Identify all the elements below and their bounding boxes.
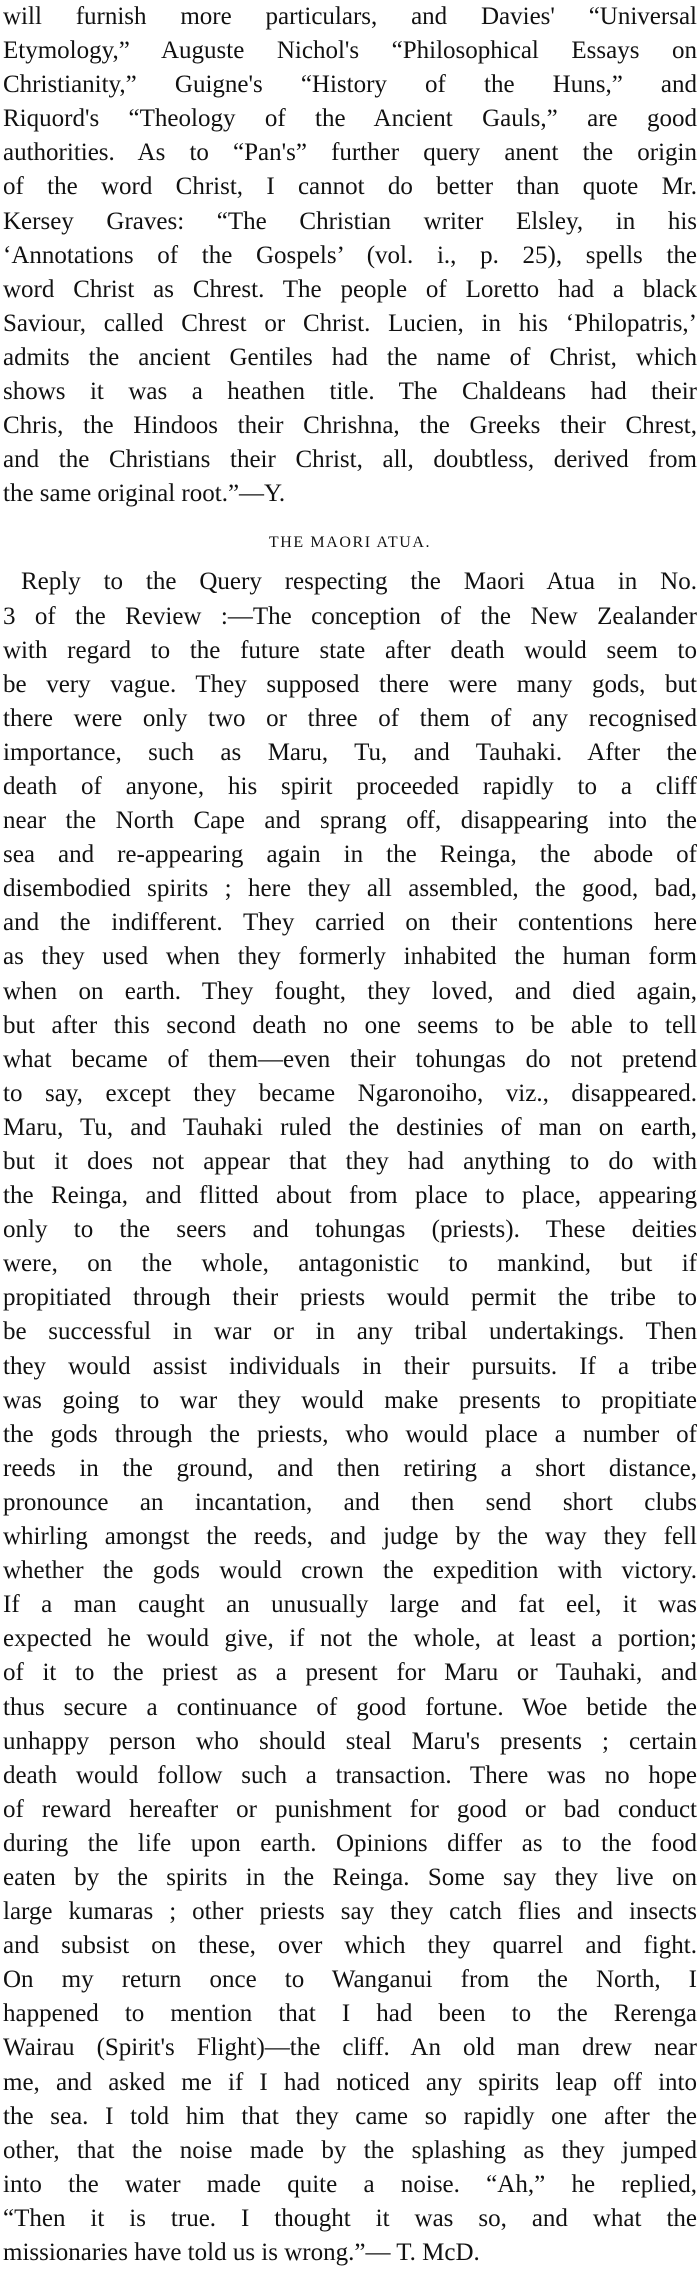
text-line: will furnish more particulars, and Davies' “Universal [3,3,697,30]
text-line: Wairau (Spirit's Flight)—the cliff. An old man drew near [3,2034,697,2062]
text-line: and subsist on these, over which they quarrel and fight. [3,1932,697,1960]
text-line: other, that the noise made by the splashing as they jumped [3,2136,697,2164]
text-line: they would assist individuals in their pursuits. If a tribe [3,1352,697,1380]
text-line: Maru, Tu, and Tauhaki ruled the destinies of man on earth, [3,1113,697,1141]
text-line: when on earth. They fought, they loved, and died again, [3,977,697,1005]
text-line: only to the seers and tohungas (priests). These deities [3,1216,697,1244]
text-line: but it does not appear that they had anything to do with [3,1148,697,1175]
text-line: 3 of the Review :—The conception of the New Zealander [3,602,697,630]
text-line: Kersey Graves: “The Christian writer Elsley, in his [3,207,697,235]
text-line: of it to the priest as a present for Maru or Tauhaki, and [3,1659,697,1687]
text-line: and the Christians their Christ, all, doubtless, derived from [3,446,697,474]
text-line: be very vague. They supposed there were many gods, but [3,670,697,698]
text-line: whether the gods would crown the expedition with victory. [3,1557,697,1585]
text-line: word Christ as Chrest. The people of Loretto had a black [3,275,697,303]
text-line: ‘Annotations of the Gospels’ (vol. i., p. 25), spells the [3,241,697,269]
text-column [3,0,697,2270]
text-line: pronounce an incantation, and then send short clubs [3,1488,697,1516]
text-line: with regard to the future state after death would seem to [3,636,697,664]
article-continuation-paragraph [3,0,697,511]
text-line: missionaries have told us is wrong.”— T. McD. [3,2239,480,2266]
text-line: to say, except they became Ngaronoiho, viz., disappeared. [3,1079,697,1107]
text-line: importance, such as Maru, Tu, and Tauhaki. After the [3,738,697,766]
text-line: Christianity,” Guigne's “History of the Huns,” and [3,71,697,99]
text-line: shows it was a heathen title. The Chaldeans had their [3,378,697,406]
section-heading: THE MAORI ATUA. [268,534,432,552]
text-line: but after this second death no one seems to be able to tell [3,1011,697,1039]
text-line: of reward hereafter or punishment for good or bad conduct [3,1795,697,1823]
text-line: what became of them—even their tohungas do not pretend [3,1045,697,1073]
text-line: propitiated through their priests would permit the tribe to [3,1284,697,1312]
text-line: as they used when they formerly inhabited the human form [3,943,697,971]
maori-atua-paragraph [3,565,697,2270]
text-line: Riquord's “Theology of the Ancient Gauls,” are good [3,105,697,133]
text-line: be successful in war or in any tribal undertakings. Then [3,1318,697,1346]
text-line: me, and asked me if I had noticed any spirits leap off into [3,2068,697,2096]
text-line: reeds in the ground, and then retiring a short distance, [3,1454,697,1482]
text-line: admits the ancient Gentiles had the name of Christ, which [3,343,697,371]
text-line: sea and re-appearing again in the Reinga, the abode of [3,841,697,869]
text-line: Reply to the Query respecting the Maori Atua in No. [21,568,697,596]
text-line: death would follow such a transaction. There was no hope [3,1761,697,1789]
text-line: the sea. I told him that they came so rapidly one after the [3,2102,697,2130]
text-line: happened to mention that I had been to the Rerenga [3,2000,697,2028]
text-line: were, on the whole, antagonistic to mankind, but if [3,1250,697,1278]
text-line: the Reinga, and flitted about from place to place, appearing [3,1182,697,1210]
text-line: If a man caught an unusually large and fat eel, it was [3,1591,697,1619]
text-line: near the North Cape and sprang off, disappearing into the [3,807,697,835]
text-line: was going to war they would make presents to propitiate [3,1386,697,1414]
text-line: death of anyone, his spirit proceeded rapidly to a cliff [3,772,697,800]
text-line: disembodied spirits ; here they all assembled, the good, bad, [3,875,697,903]
text-line: On my return once to Wanganui from the North, I [3,1966,697,1994]
text-line: Saviour, called Chrest or Christ. Lucien, in his ‘Philopatris,’ [3,309,697,337]
text-line: the same original root.”—Y. [3,480,286,508]
text-line: and the indifferent. They carried on their contentions here [3,909,697,937]
text-line: Etymology,” Auguste Nichol's “Philosophical Essays on [3,37,697,65]
text-line: large kumaras ; other priests say they catch flies and insects [3,1898,697,1926]
text-line: of the word Christ, I cannot do better than quote Mr. [3,173,697,201]
text-line: whirling amongst the reeds, and judge by the way they fell [3,1523,697,1551]
text-line: thus secure a continuance of good fortune. Woe betide the [3,1693,697,1721]
text-line: there were only two or three of them of any recognised [3,704,697,732]
text-line: “Then it is true. I thought it was so, and what the [3,2204,697,2232]
text-line: into the water made quite a noise. “Ah,” he replied, [3,2170,697,2198]
text-line: Chris, the Hindoos their Chrishna, the Greeks their Chrest, [3,412,697,440]
text-line: unhappy person who should steal Maru's presents ; certain [3,1727,697,1755]
text-line: the gods through the priests, who would place a number of [3,1420,697,1448]
text-line: authorities. As to “Pan's” further query anent the origin [3,139,697,167]
text-line: during the life upon earth. Opinions differ as to the food [3,1829,697,1857]
text-line: expected he would give, if not the whole, at least a portion; [3,1625,697,1653]
text-line: eaten by the spirits in the Reinga. Some say they live on [3,1863,697,1891]
